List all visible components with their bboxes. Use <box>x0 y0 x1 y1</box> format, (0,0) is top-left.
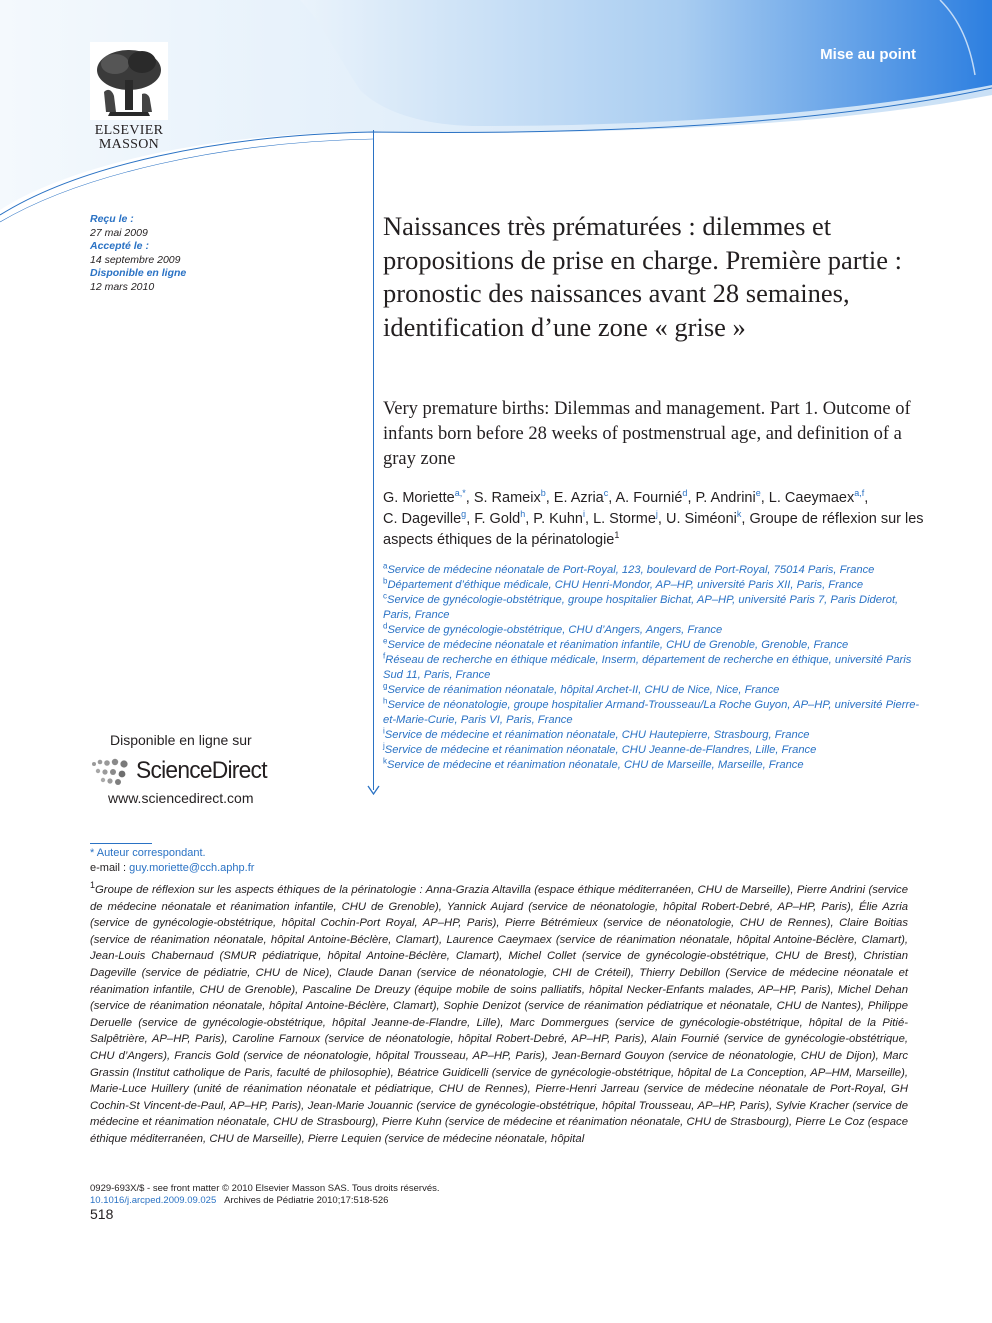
author-name-text: C. Dageville <box>383 511 462 527</box>
affiliation-marker: f <box>383 651 386 661</box>
affiliation-marker: e <box>383 636 388 646</box>
author-name <box>696 490 761 506</box>
affiliation-item <box>383 623 928 638</box>
author-name <box>474 490 546 506</box>
issn-line: 0929-693X/$ - see front matter © 2010 Elsevier Masson SAS. Tous droits réservés. <box>90 1183 440 1194</box>
author-name-text: S. Rameix <box>473 490 541 506</box>
doi-link[interactable]: 10.1016/j.arcped.2009.09.025 <box>90 1194 217 1206</box>
affiliation-marker: d <box>383 621 388 631</box>
affiliation-marker: c <box>383 591 387 601</box>
email-link[interactable]: guy.moriette@cch.aphp.fr <box>129 862 255 874</box>
arrow-down-icon <box>367 785 380 795</box>
author-name <box>383 511 466 527</box>
author-separator: , <box>545 490 554 506</box>
affiliation-text: Service de néonatologie, groupe hospitalier Armand-Trousseau/La Roche Guyon, AP–HP, université Pierre-et-Marie-Curie, Paris VI, Paris, France <box>383 699 920 726</box>
author-separator: , <box>465 490 474 506</box>
affiliation-item <box>383 593 928 623</box>
affiliation-marker: g <box>383 681 388 691</box>
elsevier-masson-logo <box>84 42 174 152</box>
author-name-text: G. Moriette <box>383 490 455 506</box>
author-name <box>616 490 688 506</box>
publication-info <box>90 1183 440 1206</box>
author-separator: , <box>741 511 750 527</box>
group-footnote-marker: 1 <box>90 880 96 891</box>
author-separator: , <box>687 490 696 506</box>
affiliation-marker: a <box>383 561 388 571</box>
author-affiliation-marker[interactable]: a,f <box>854 488 865 499</box>
sciencedirect-logo <box>90 754 290 790</box>
affiliation-text: Service de médecine néonatale et réanimation infantile, CHU de Grenoble, Grenoble, France <box>387 639 849 651</box>
affiliation-item <box>383 578 928 593</box>
author-separator: , <box>657 511 666 527</box>
author-affiliation-marker[interactable]: j <box>655 509 658 520</box>
author-affiliation-marker[interactable]: h <box>520 509 526 520</box>
affiliation-text: Service de médecine et réanimation néonatale, CHU de Marseille, Marseille, France <box>387 759 804 771</box>
sciencedirect-url[interactable]: www.sciencedirect.com <box>108 790 254 806</box>
publisher-name-masson: MASSON <box>98 137 160 152</box>
affiliation-text: Service de gynécologie-obstétrique, groupe hospitalier Bichat, AP–HP, université Paris 7, Paris Diderot, Paris, France <box>383 594 899 621</box>
accepted-date: 14 septembre 2009 <box>90 253 181 266</box>
affiliation-text: Département d’éthique médicale, CHU Henri-Mondor, AP–HP, université Paris XII, Paris, France <box>387 579 864 591</box>
author-name <box>533 511 585 527</box>
author-affiliation-marker[interactable]: k <box>736 509 742 520</box>
online-label: Disponible en ligne <box>90 267 187 279</box>
author-name-text: F. Gold <box>474 511 521 527</box>
affiliation-item <box>383 758 928 773</box>
author-name-text: P. Kuhn <box>533 511 583 527</box>
journal-citation: Archives de Pédiatrie 2010;17:518-526 <box>224 1194 389 1206</box>
author-name <box>593 511 658 527</box>
affiliation-item <box>383 728 928 743</box>
affiliation-marker: h <box>383 696 388 706</box>
author-name-text: U. Siméoni <box>665 511 737 527</box>
author-separator: , <box>466 511 475 527</box>
group-name: Groupe de réflexion sur les aspects éthiques de la périnatologie <box>383 511 924 548</box>
author-affiliation-marker[interactable]: b <box>540 488 546 499</box>
author-separator: , <box>608 490 616 506</box>
footnote-rule <box>90 843 152 844</box>
affiliation-marker: b <box>383 576 388 586</box>
author-separator: , <box>525 511 534 527</box>
author-name <box>769 490 864 506</box>
affiliation-text: Service de médecine néonatale de Port-Royal, 123, boulevard de Port-Royal, 75014 Paris, France <box>387 564 875 576</box>
author-affiliation-marker[interactable]: e <box>755 488 761 499</box>
affiliation-marker: i <box>383 726 385 736</box>
sciencedirect-badge[interactable] <box>90 732 290 806</box>
author-name-text: A. Fournié <box>615 490 683 506</box>
affiliation-text: Réseau de recherche en éthique médicale, Inserm, département de recherche en éthique, université Paris Sud 11, Paris, France <box>383 654 912 681</box>
corresponding-author-marker[interactable]: * <box>462 488 466 499</box>
affiliation-item <box>383 683 928 698</box>
author-separator: , <box>585 511 594 527</box>
author-affiliation-marker[interactable]: i <box>583 509 585 520</box>
author-name <box>554 490 608 506</box>
affiliation-item <box>383 638 928 653</box>
author-name-text: P. Andrini <box>695 490 756 506</box>
author-affiliation-marker[interactable]: a, <box>454 488 463 499</box>
author-name <box>474 511 525 527</box>
affiliation-item <box>383 653 928 683</box>
author-name-text: L. Storme <box>593 511 656 527</box>
sciencedirect-brand-name: ScienceDirect <box>136 757 267 784</box>
affiliation-text: Service de médecine et réanimation néonatale, CHU Jeanne-de-Flandres, Lille, France <box>384 744 817 756</box>
article-title: Naissances très prématurées : dilemmes et propositions de prise en charge. Première partie : pronostic des naissances avant 28 semaines, identification d’une zone « grise » <box>383 211 903 342</box>
author-name-text: L. Caeymaex <box>768 490 855 506</box>
affiliation-marker: k <box>383 756 387 766</box>
group-footnote-text: Groupe de réflexion sur les aspects éthiques de la périnatologie : Anna-Grazia Altavilla (espace éthique méditerranéen, CHU de Marseille), Pierre Andrini (service de médecine néonatale et réanimation infantile, CHU de Grenoble), Yannick Aujard (service de néonatologie, hôpital Robert-Debré, AP–HP, Paris), Élie Azria (service de gynécologie-obstétrique, hôpital Cochin-Port Royal, AP–HP, Paris), Pierre Bétrémieux (service de néonatologie, CHU de Rennes), Claire Boitias (service de réanimation néonatale, hôpital Antoine-Béclère, Clamart), Laurence Caeymaex (service de réanimation néonatale, hôpital Antoine-Béclère, Clamart), Jean-Louis Chabernaud (SMUR pédiatrique, hôpital Antoine-Béclère, Clamart), Michel Collet (service de gynécologie-obstétrique, CHU de Brest), Christian Dageville (service de pédiatrie, CHU de Nice), Claude Danan (service de néonatologie, CHI de Créteil), Thierry Debillon (Service de médecine néonatale et réanimation infantile, CHU de Grenoble), Pascaline De Dreuzy (équipe mobile de soins palliatifs, hôpital Necker-Enfants malades, AP–HP, Paris), Michel Dehan (service de réanimation néonatale, hôpital Antoine-Béclère, Clamart), Sophie Denizot (service de réanimation pédiatrique et néonatale, CHU de Nantes), Philippe Deruelle (service de gynécologie-obstétrique, hôpital Jeanne-de-Flandre, Lille), Marc Dommergues (service de gynécologie-obstétrique, hôpital de la Pitié-Salpêtrière, AP–HP, Paris), Caroline Farnoux (service de néonatologie, hôpital Robert-Debré, AP–HP, Paris), Alain Fournié (service de gynécologie-obstétrique, CHU d’Angers), Francis Gold (service de néonatologie, hôpital Trousseau, AP–HP, Paris), Jean-Bernard Gouyon (service de néonatologie, CHU de Dijon), Marc Grassin (Institut catholique de Paris, faculté de philosophie), Béatrice Guidicelli (service de gynécologie-obstétrique, hôpital de La Conception, AP–HM, Marseille), Marie-Luce Huillery (unité de réanimation néonatale et pédiatrique, CHU de Rennes), Pierre-Henri Jarreau (service de médecine néonatale de Port-Royal, GH Cochin-St Vincent-de-Paul, AP–HP, Paris), Jean-Marie Jouannic (service de gynécologie-obstétrique, hôpital Trousseau, AP–HP, Paris), Sylvie Kracher (service de médecine et réanimation néonatale, CHU de Strasbourg), Pierre Kuhn (service de médecine et réanimation néonatale, CHU de Strasbourg), Pierre Le Coz (espace éthique méditerranéen, CHU de Marseille), Pierre Lequien (service de médecine néonatale, hôpital <box>90 884 908 1145</box>
author-name-text: E. Azria <box>553 490 604 506</box>
accepted-label: Accepté le : <box>90 240 149 252</box>
group-footnote <box>90 882 908 1148</box>
author-name <box>666 511 741 527</box>
author-affiliation-marker[interactable]: g <box>461 509 467 520</box>
received-label: Reçu le : <box>90 213 134 225</box>
author-separator: , <box>864 490 869 506</box>
affiliation-text: Service de médecine et réanimation néonatale, CHU Hautepierre, Strasbourg, France <box>384 729 810 741</box>
affiliation-item <box>383 698 928 728</box>
corresponding-author-note <box>90 846 254 876</box>
page-number: 518 <box>90 1206 114 1222</box>
tree-logo-icon <box>90 42 168 120</box>
article-dates <box>90 213 186 294</box>
author-affiliation-marker[interactable]: d <box>682 488 688 499</box>
author-name <box>383 490 466 506</box>
sciencedirect-dots-icon <box>90 758 136 788</box>
publisher-name-elsevier: ELSEVIER <box>94 123 164 138</box>
sciencedirect-available-label: Disponible en ligne sur <box>110 732 252 748</box>
corresponding-author-label: * Auteur correspondant. <box>90 847 206 859</box>
author-affiliation-marker[interactable]: c <box>603 488 609 499</box>
affiliation-list <box>383 563 928 773</box>
vertical-rule <box>373 130 374 790</box>
affiliation-text: Service de réanimation néonatale, hôpital Archet-II, CHU de Nice, Nice, France <box>387 684 780 696</box>
affiliation-item <box>383 563 928 578</box>
section-label: Mise au point <box>820 46 916 63</box>
article-subtitle-english: Very premature births: Dilemmas and management. Part 1. Outcome of infants born before 28 weeks of postmenstrual age, and definition of a gray zone <box>383 399 911 469</box>
affiliation-item <box>383 743 928 758</box>
received-date: 27 mai 2009 <box>90 226 148 239</box>
online-date: 12 mars 2010 <box>90 280 155 293</box>
email-label: e-mail : <box>90 862 130 874</box>
author-list <box>383 488 928 551</box>
affiliation-marker: j <box>383 741 385 751</box>
affiliation-text: Service de gynécologie-obstétrique, CHU d’Angers, Angers, France <box>387 624 723 636</box>
group-superscript: 1 <box>614 530 620 541</box>
author-separator: , <box>760 490 769 506</box>
